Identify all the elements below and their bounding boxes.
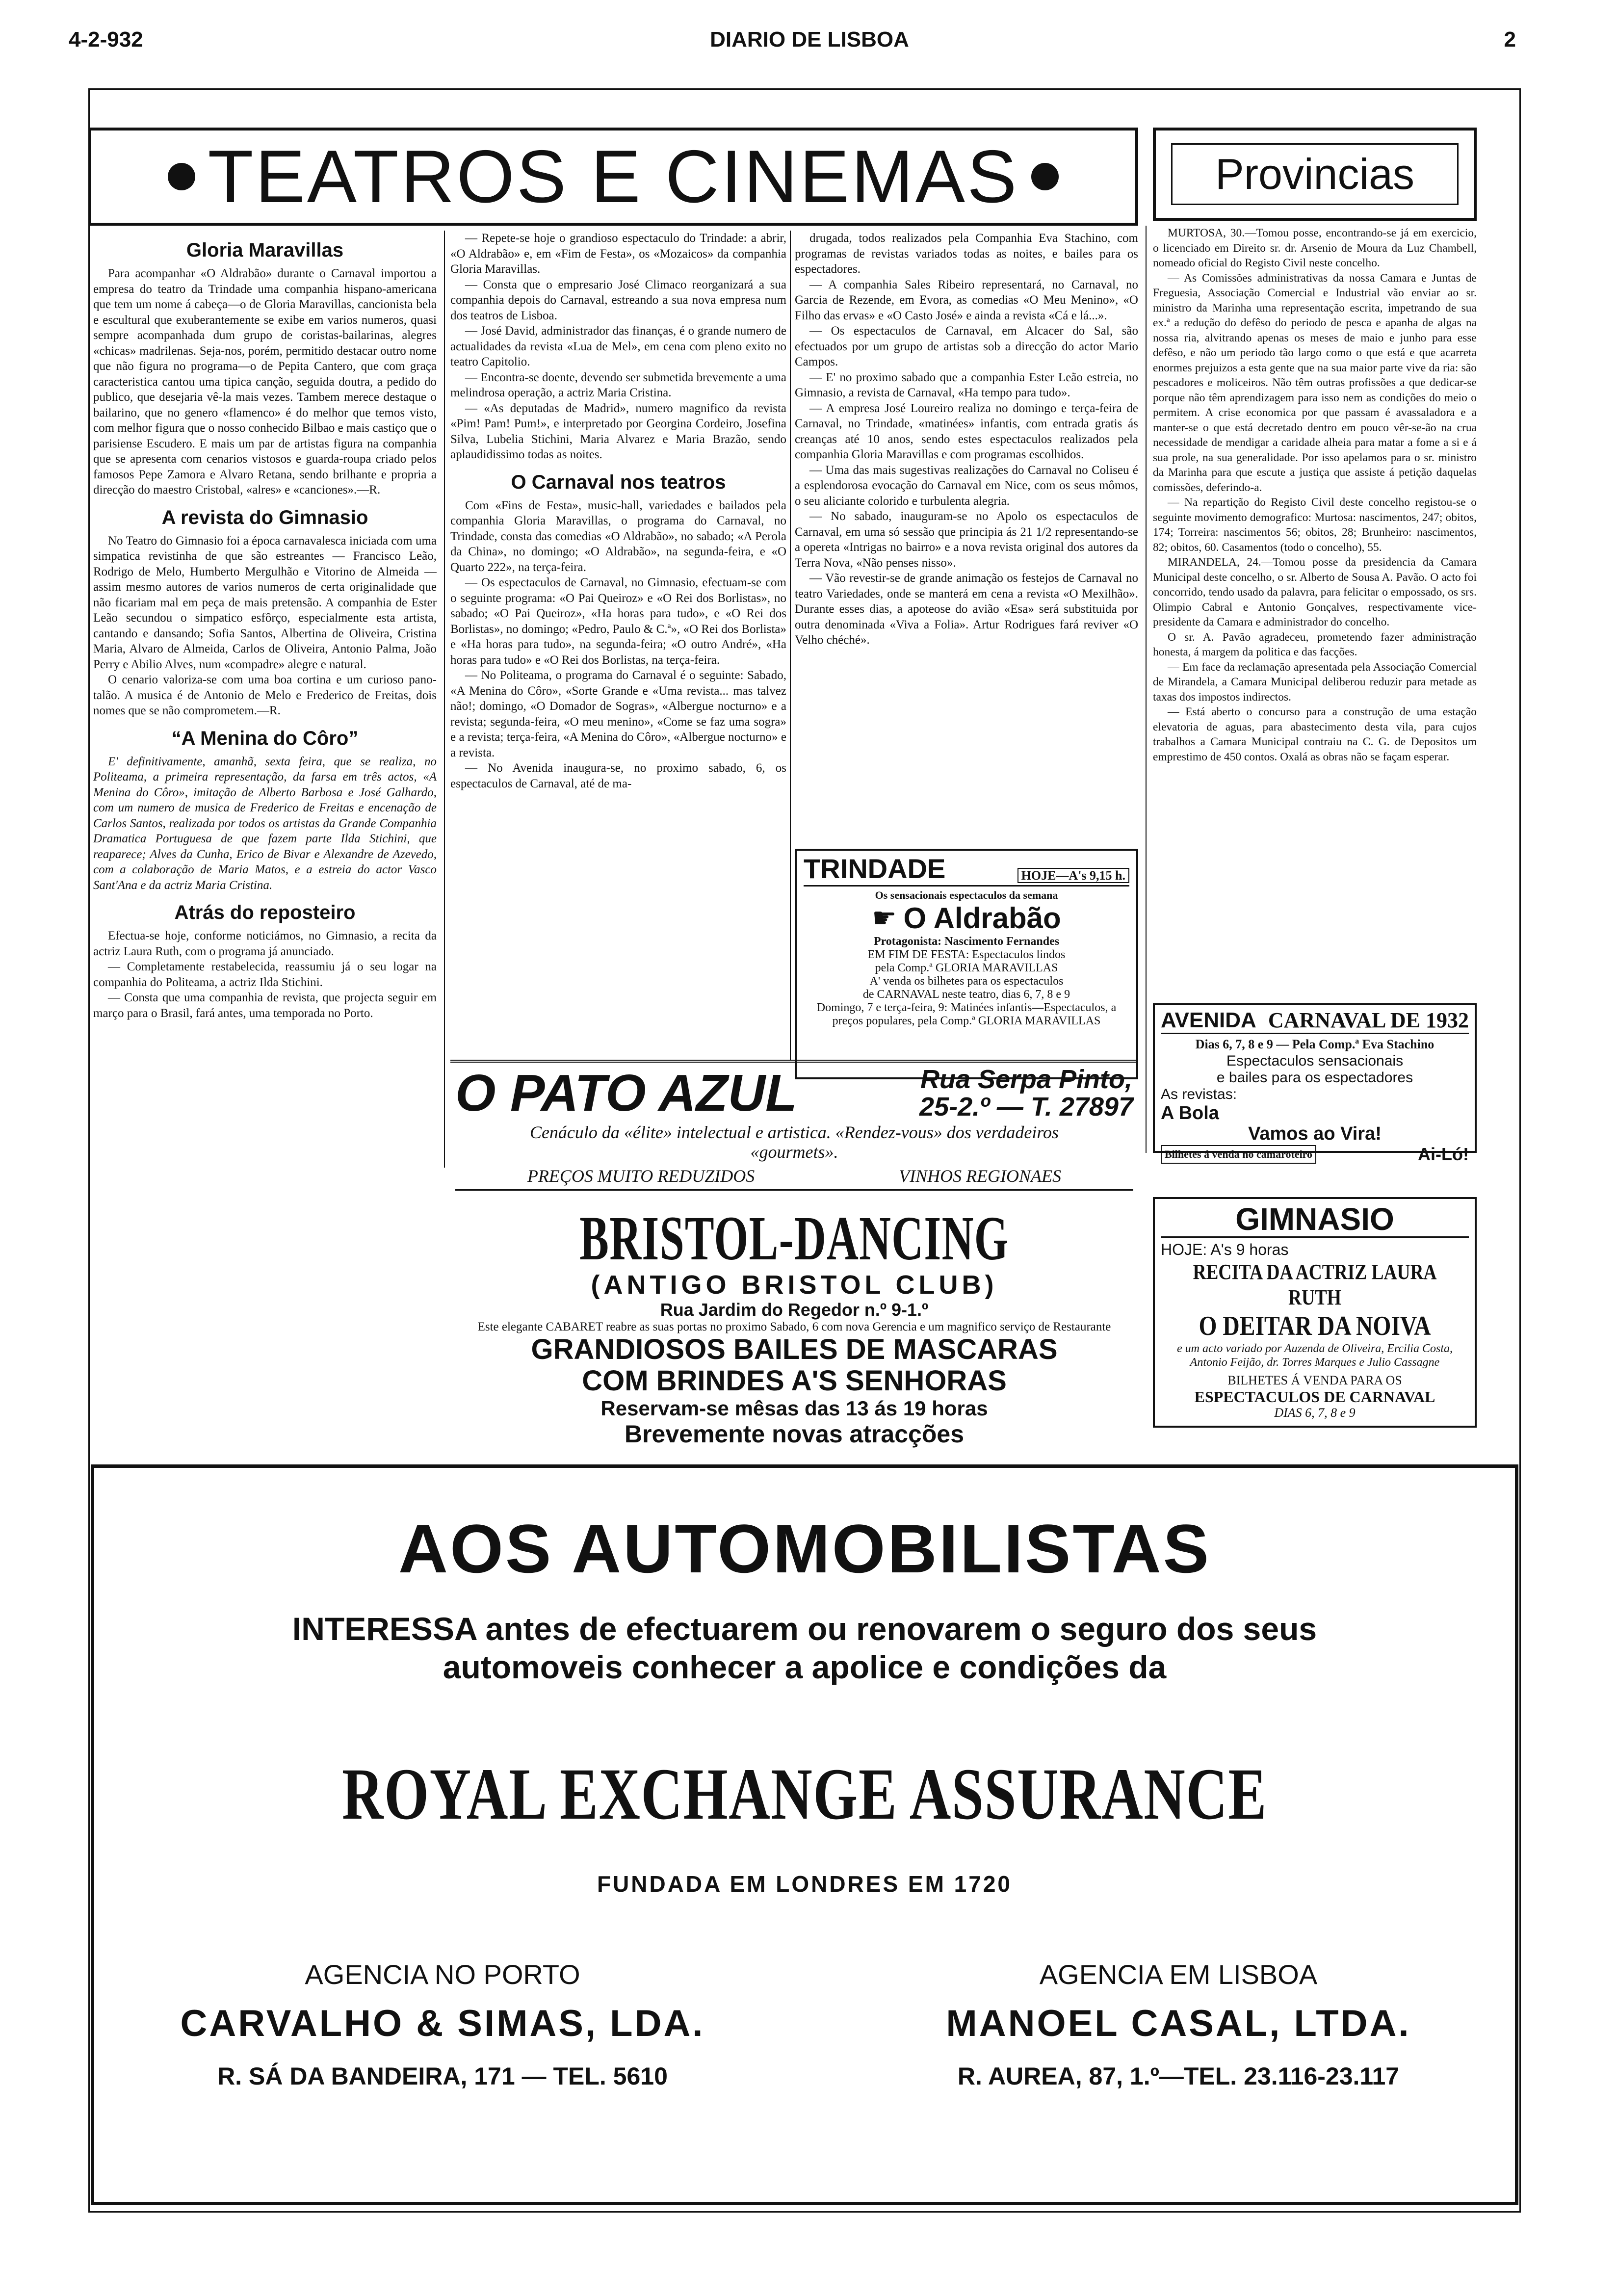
article-heading: Atrás do reposteiro xyxy=(174,902,356,923)
ad-trindade xyxy=(795,849,1138,1079)
ad-line: de CARNAVAL neste teatro, dias 6, 7, 8 e 9 xyxy=(862,988,1070,1001)
article-paragraph: E' definitivamente, amanhã, sexta feira, que se realiza, no Politeama, a primeira representação, da farsa em três actos, «A Menina do Côro», imitação de Alberto Barbosa e José Galhardo, com um numero de musica de Frederico de Freitas e encenação de Carlos Santos, realizada por todos os artistas da Grande Companhia Dramatica Portuguesa de que fazem parte Ilda Stichini, que reaparece; Alves da Cunha, Erico de Bivar e Alexandre de Azevedo, com a colaboração de Maria Matos, e a estreia do actor Vasco Sant'Ana e da actriz Maria Cristina. xyxy=(93,755,437,892)
ad-line: Domingo, 7 e terça-feira, 9: Matinées infantis—Espectaculos, a preços populares, pela Comp.ª GLORIA MARAVILLAS xyxy=(816,1001,1117,1027)
article-paragraph: — Está aberto o concurso para a construção de uma estação elevatoria de aguas, para abastecimento desta vila, para cujos trabalhos a Camara Municipal contraiu na C. G. de Depositos um emprestimo de 450 contos. Oxalá as obras não se façam esperar. xyxy=(1153,705,1477,763)
ad-avenida xyxy=(1153,1003,1477,1164)
section-title: Provincias xyxy=(1215,150,1414,198)
article-heading: Gloria Maravillas xyxy=(186,239,344,261)
article-paragraph: O sr. A. Pavão agradeceu, prometendo fazer administração honesta, á margem da politica e das facções. xyxy=(1153,630,1477,658)
article-paragraph: — Repete-se hoje o grandioso espectaculo do Trindade: a abrir, «O Aldrabão» e, em «Fim de Festa», os «Mozaicos» da companhia Gloria Maravillas. xyxy=(450,232,786,276)
article-paragraph: — A empresa José Loureiro realiza no domingo e terça-feira de Carnaval, no Trindade, «matinées» infantis, com entrada gratis ás creanças até 10 anos, sendo estes espectaculos realizados pela companhia Gloria Maravillas e com programas escolhidos. xyxy=(795,401,1138,461)
ad-tagline: Os sensacionais espectaculos da semana xyxy=(875,889,1058,901)
ad-tickets: Bilhetes á venda no camaroteiro xyxy=(1161,1145,1316,1164)
bullet-icon xyxy=(168,163,195,190)
ad-event: CARNAVAL DE 1932 xyxy=(1268,1008,1469,1032)
ad-agency-address: R. SÁ DA BANDEIRA, 171 — TEL. 5610 xyxy=(217,2062,668,2090)
ad-company: ROYAL EXCHANGE ASSURANCE xyxy=(341,1753,1268,1835)
column-3 xyxy=(795,231,1138,839)
ad-line: Reservam-se mêsas das 13 ás 19 horas xyxy=(600,1397,988,1420)
ad-show: O Aldrabão xyxy=(903,902,1061,935)
ad-line: GRANDIOSOS BAILES DE MASCARAS xyxy=(531,1333,1058,1365)
ad-agency-name: CARVALHO & SIMAS, LDA. xyxy=(180,2003,705,2044)
article-heading: O Carnaval nos teatros xyxy=(511,471,726,493)
ad-line: As revistas: xyxy=(1161,1086,1237,1102)
article-paragraph: — No sabado, inauguram-se no Apolo os espectaculos de Carnaval, em uma só sessão que principia ás 21 1/2 representando-se a opereta «Intrigas no bairro» e a nova revista original dos autores da Terra Nova, «Não penses nisso». xyxy=(795,510,1138,570)
ad-line: EM FIM DE FESTA: Espectaculos lindos xyxy=(867,948,1066,961)
article-paragraph: drugada, todos realizados pela Companhia Eva Stachino, com programas de revistas variados todas as noites, e bailes para os espectadores. xyxy=(795,232,1138,276)
column-2 xyxy=(450,231,786,1060)
ad-description: e um acto variado por Auzenda de Oliveira, Ercilia Costa, Antonio Feijão, dr. Torres Marques e Julio Cassagne xyxy=(1177,1342,1453,1369)
ad-address: Rua Serpa Pinto, xyxy=(920,1065,1133,1094)
article-paragraph: Com «Fins de Festa», music-hall, variedades e bailados pela companhia Gloria Maravillas, o programa do Carnaval, no Trindade, consta das comedias «O Aldrabão», no sabado; «A Perola da China», no domingo; «O Aldrabão», na segunda-feira, e «O Quarto 222», na terça-feira. xyxy=(450,498,786,574)
ad-agency-address: R. AUREA, 87, 1.º—TEL. 23.116-23.117 xyxy=(957,2062,1400,2090)
article-paragraph: No Teatro do Gimnasio foi a época carnavalesca iniciada com uma simpatica revistinha de que são estreantes — Francisco Leão, Rodrigo de Melo, Humberto Mergulhão e Vitorino de Almeida — assim mesmo autores de varios numeros de certa originalidade que não ficariam mal em peça de mais pretensão. A companhia de Ester Leão secundou o simpatico esfôrço, especialmente esta artista, cantando e dansando; Sofia Santos, Albertina de Oliveira, Cristina Maria, Alvaro de Almeida, Carlos de Oliveira, Antonio Palma, João Perry e Abilio Alves, num «compadre» alegre e natural. xyxy=(93,534,437,671)
ad-line: DIAS 6, 7, 8 e 9 xyxy=(1274,1406,1356,1420)
ad-agency-label: AGENCIA NO PORTO xyxy=(305,1959,580,1990)
article-paragraph: MURTOSA, 30.—Tomou posse, encontrando-se já em exercicio, o licenciado em Direito sr. dr. Arsenio de Moura da Luz Chambell, nomeado oficial do Registo Civil neste concelho. xyxy=(1153,227,1477,269)
article-paragraph: — Completamente restabelecida, reassumiu já o seu logar na companhia do Politeama, a actriz Ilda Stichini. xyxy=(93,960,437,989)
ad-address: Rua Jardim do Regedor n.º 9-1.º xyxy=(660,1300,929,1320)
theatres-banner xyxy=(88,128,1138,226)
ad-show: Vamos ao Vira! xyxy=(1248,1123,1382,1144)
section-title: TEATROS E CINEMAS xyxy=(208,135,1019,218)
ad-line: ESPECTACULOS DE CARNAVAL xyxy=(1194,1388,1435,1406)
ad-line: Brevemente novas atracções xyxy=(624,1420,965,1448)
ad-title: BRISTOL-DANCING xyxy=(579,1203,1009,1273)
article-paragraph: — Consta que uma companhia de revista, que projecta seguir em março para o Brasil, fará antes, uma temporada no Porto. xyxy=(93,991,437,1020)
article-paragraph: — Consta que o empresario José Climaco reorganizará a sua companhia depois do Carnaval, estreando a sua nova empresa num dos teatros de Lisboa. xyxy=(450,278,786,322)
ad-line: BILHETES Á VENDA PARA OS xyxy=(1227,1373,1402,1387)
article-paragraph: — Em face da reclamação apresentada pela Associação Comercial de Mirandela, a Camara Municipal deliberou reduzir para metade as taxas dos impostos indirectos. xyxy=(1153,660,1477,704)
ad-show: A Bola xyxy=(1161,1103,1219,1123)
ad-note: PREÇOS MUITO REDUZIDOS xyxy=(527,1166,755,1186)
article-paragraph: O cenario valoriza-se com uma boa cortina e um curioso pano-talão. A musica é de Antonio de Melo e Frederico de Freitas, dois nomes que se não comprometem.—R. xyxy=(93,673,437,717)
ad-line: Espectaculos sensacionais xyxy=(1226,1053,1404,1069)
ad-phone: 25-2.º — T. 27897 xyxy=(919,1092,1133,1122)
ad-line: automoveis conhecer a apolice e condições da xyxy=(443,1649,1167,1685)
ad-description: Este elegante CABARET reabre as suas portas no proximo Sabado, 6 com nova Gerencia e um magnifico serviço de Restaurante xyxy=(477,1320,1111,1333)
ad-line: O DEITAR DA NOIVA xyxy=(1199,1311,1431,1341)
ad-line: RECITA DA ACTRIZ LAURA RUTH xyxy=(1193,1260,1437,1309)
ad-royal-exchange xyxy=(91,1464,1518,2205)
ad-title: AVENIDA xyxy=(1161,1008,1256,1032)
ad-pato-azul xyxy=(450,1060,1138,1202)
article-paragraph: — Encontra-se doente, devendo ser submetida brevemente a uma melindrosa operação, a actriz Maria Cristina. xyxy=(450,370,786,399)
page-date: 4-2-932 xyxy=(69,27,143,52)
article-paragraph: MIRANDELA, 24.—Tomou posse da presidencia da Camara Municipal deste concelho, o sr. Alberto de Sousa A. Pavão. O acto foi concorrido, tendo usado da palavra, para felicitar o empossado, os srs. Olimpio Cabral e Antonio Gonçalves, respectivamente vice-presidente da Camara e administrador do concelho. xyxy=(1153,556,1477,628)
article-paragraph: Efectua-se hoje, conforme noticiámos, no Gimnasio, a recita da actriz Laura Ruth, com o programa já anunciado. xyxy=(93,929,437,958)
provinces-inner-frame xyxy=(1171,143,1459,205)
page-number: 2 xyxy=(1504,27,1516,52)
article-paragraph: — No Politeama, o programa do Carnaval é o seguinte: Sabado, «A Menina do Côro», «Sorte Grande e «Uma revista... mas talvez não!; domingo, «O Domador de Sogras», «Albergue nocturno» e a revista; segunda-feira, «O meu menino», «Come se faz uma sogra» e a revista; terça-feira, «A Menina do Côro», «Albergue nocturno» e a revista. xyxy=(450,669,786,759)
article-paragraph: — Na repartição do Registo Civil deste concelho registou-se o seguinte movimento demografico: Murtosa: nascimentos, 247; obitos, 174; Torreira: nascimentos 56; obitos, 28; Brunheiro: nascimentos, 82; obitos, 60. Casamentos (todo o concelho), 55. xyxy=(1153,496,1477,554)
article-paragraph: — As Comissões administrativas da nossa Camara e Juntas de Freguesia, Associação Comercial e Industrial vão enviar ao sr. ministro da Marinha uma representação escrita, impetrando de sua ex.ª a redução do defêso do periodo de pesca e apanha de algas na nossa ria, alvitrando apenas os meses de maio e junho para esse defêso, e não um periodo tão largo como o que está e que acarreta enormes prejuizos a esta gente que na sua maior parte vive da ria: são pescadores e moliceiros. Não têm outras profissões a que dedicar-se porque não têm aprendizagem para isso nem as condições do meio o permitem. A crise economica por que passam é avassaladora e a manter-se o que está decretado dentro em pouco vêr-se-ão na crua necessidade de mendigar a caridade alheia para matar a fome a si e á sua prole, na sua generalidade. Por isso apelamos para o sr. ministro da Marinha para que escute a justiça que assiste á petição daquelas comissões, deferindo-a. xyxy=(1153,271,1477,494)
article-paragraph: — «As deputadas de Madrid», numero magnifico da revista «Pim! Pam! Pum!», e interpretado por Georgina Cordeiro, Josefina Silva, Lubelia Stichini, Maria Alvarez e Maria Brazão, sendo aplaudidissimo todas as noites. xyxy=(450,401,786,461)
ad-days: Dias 6, 7, 8 e 9 — Pela Comp.ª Eva Stachino xyxy=(1195,1037,1434,1051)
ad-note: VINHOS REGIONAES xyxy=(899,1166,1062,1186)
ad-subtitle: (ANTIGO BRISTOL CLUB) xyxy=(591,1270,998,1300)
ad-line: A' venda os bilhetes para os espectaculos xyxy=(869,975,1064,988)
article-paragraph: — No Avenida inaugura-se, no proximo sabado, 6, os espectaculos de Carnaval, até de ma- xyxy=(450,761,786,790)
ad-line: Protagonista: Nascimento Fernandes xyxy=(873,935,1060,948)
article-paragraph: — Os espectaculos de Carnaval, no Gimnasio, efectuam-se com o seguinte programa: «O Pai Queiroz» e «O Rei dos Borlistas», no sabado; «O Pai Queiroz», «Ha horas para tudo», e «O Rei dos Borlistas», no domingo; «Pedro, Paulo & C.ª», «O Rei dos Borlista» e «Ha horas para tudo», na segunda-feira; «O outro André», «Ha horas para tudo» e «O Rei dos Borlistas, na terça-feira. xyxy=(450,576,786,667)
ad-bristol-dancing xyxy=(450,1204,1138,1460)
ad-title: TRINDADE xyxy=(804,853,946,884)
column-rule xyxy=(444,231,445,1168)
ad-founded: FUNDADA EM LONDRES EM 1720 xyxy=(597,1871,1013,1897)
ad-gimnasio xyxy=(1153,1197,1477,1428)
ad-title: GIMNASIO xyxy=(1161,1202,1469,1238)
article-paragraph: — José David, administrador das finanças, é o grande numero de actualidades da revista «Lua de Mel», em cena com pleno exito no teatro Capitolio. xyxy=(450,324,786,368)
ad-title: O PATO AZUL xyxy=(455,1064,797,1122)
article-heading: “A Menina do Côro” xyxy=(171,727,359,749)
ad-agency-label: AGENCIA EM LISBOA xyxy=(1039,1959,1318,1990)
ad-line: INTERESSA antes de efectuarem ou renovarem o seguro dos seus xyxy=(292,1611,1317,1647)
article-paragraph: — A companhia Sales Ribeiro representará, no Carnaval, no Garcia de Rezende, em Evora, as comedias «O Meu Menino», «O Filho das ervas» e «O Casto José» e ainda a revista «Cá e lá...». xyxy=(795,278,1138,322)
article-paragraph: — Uma das mais sugestivas realizações do Carnaval no Coliseu é a esplendorosa evocação do Carnaval em Nice, com os seus mômos, o seu aliciante colorido e turbulenta alegria. xyxy=(795,463,1138,508)
ad-line: COM BRINDES A'S SENHORAS xyxy=(582,1365,1007,1397)
bullet-icon xyxy=(1031,163,1059,190)
column-rule xyxy=(1146,226,1147,1153)
article-paragraph: — Os espectaculos de Carnaval, em Alcacer do Sal, são efectuados por um grupo de artistas sob a direcção do actor Mario Campos. xyxy=(795,324,1138,368)
article-paragraph: Para acompanhar «O Aldrabão» durante o Carnaval importou a empresa do teatro da Trindade uma companhia hispano-americana que tem um nome á cabeça—o de Gloria Maravillas, cancionista bela e escultural que exuberantemente se exibe em varios numeros, quasi sempre acompanhada dum grupo de coristas-bailarinas, alegres «chicas» madrilenas. Seja-nos, porém, permitido destacar outro nome que não figura no programa—o de Pepita Cantero, que com graça caracteristica cantou uma tipica canção, seguida doutra, a pedido do publico, que desejaria vê-la mais vezes. Tambem merece destaque o bailarino, que no genero «flamenco» é do melhor que temos visto, com melhor figura que o nosso conhecido Bilbao e mais castiço que o parisiense Escudero. E mais um par de artistas figura na companhia que se apresenta com cenarios vistosos e guarda-roupa criado pelos famosos Pepe Zamora e Alvaro Retana, sendo brilhante e propria a direcção do maestro Cristobal, «alres» e «canciones».—R. xyxy=(93,267,437,496)
ad-headline: AOS AUTOMOBILISTAS xyxy=(398,1510,1211,1587)
column-4 xyxy=(1153,226,1477,996)
column-rule xyxy=(790,231,791,1060)
ad-agency-name: MANOEL CASAL, LTDA. xyxy=(946,2003,1411,2044)
ad-description: Cenáculo da «élite» intelectual e artistica. «Rendez-vous» dos verdadeiros «gourmets». xyxy=(529,1122,1059,1162)
ad-time: HOJE: A's 9 horas xyxy=(1161,1241,1289,1258)
article-heading: A revista do Gimnasio xyxy=(161,506,368,528)
article-paragraph: — Vão revestir-se de grande animação os festejos de Carnaval no teatro Variedades, onde se manterá em cena a revista «O Mexilhão». Durante esses dias, a apoteose do avião «Esa» será substituida por outra denominada «Viva a Folia». Artur Rodrigues fará reviver «O Velho chéché». xyxy=(795,572,1138,647)
ad-show: Ai-Ló! xyxy=(1418,1144,1469,1164)
article-paragraph: — E' no proximo sabado que a companhia Ester Leão estreia, no Gimnasio, a revista de Carnaval, «Ha tempo para tudo». xyxy=(795,370,1138,399)
column-1 xyxy=(93,231,437,1207)
newspaper-name: DIARIO DE LISBOA xyxy=(710,27,909,52)
ad-line: e bailes para os espectadores xyxy=(1216,1070,1413,1086)
pointing-hand-icon: ☛ xyxy=(872,903,897,934)
provinces-banner xyxy=(1153,128,1477,221)
ad-time: HOJE—A's 9,15 h. xyxy=(1017,868,1129,883)
ad-line: pela Comp.ª GLORIA MARAVILLAS xyxy=(875,962,1058,974)
